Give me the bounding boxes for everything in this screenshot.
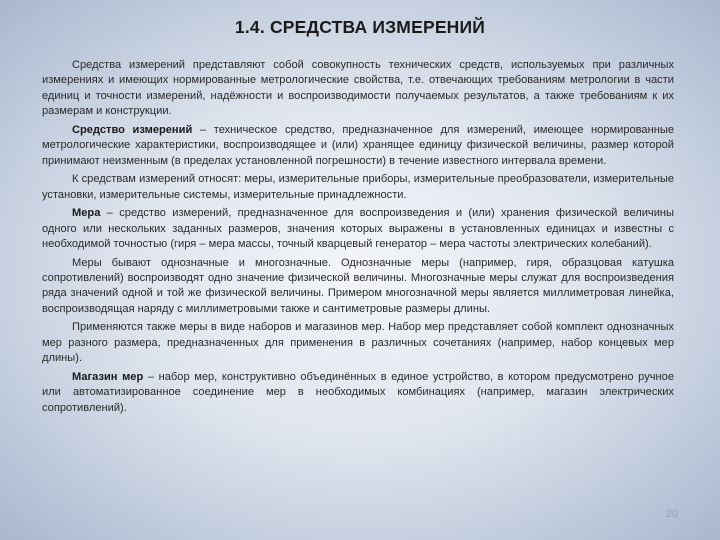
paragraph	[42, 58, 674, 120]
paragraph	[42, 370, 674, 416]
paragraph	[42, 172, 674, 203]
paragraph-text: Меры бывают однозначные и многозначные. Однозначные меры (например, гиря, образцовая катушка сопротивлений) воспроизводят одно значение физической величины. Многозначные меры служат для воспроизведения ряда значений одной и той же физической величины. Примером многозначной меры является миллиметровая линейка, воспроизводящая наряду с миллиметровыми также и сантиметровые размеры длины.	[42, 256, 674, 315]
paragraph-text: Средства измерений представляют собой совокупность технических средств, используемых при различных измерениях и имеющих нормированные метрологические свойства, т.е. отвечающих требованиям метрологии в части единиц и точности измерений, надёжности и воспроизводимости получаемых результатов, а также требованиям к их размерам и конструкции.	[42, 59, 674, 118]
term-measuring-instrument: Средство измерений	[72, 123, 193, 136]
slide-title: 1.4. СРЕДСТВА ИЗМЕРЕНИЙ	[234, 17, 486, 37]
slide-body	[42, 58, 674, 419]
paragraph-text: К средствам измерений относят: меры, измерительные приборы, измерительные преобразователи, измерительные установки, измерительные системы, измерительные принадлежности.	[42, 173, 674, 201]
term-measure-store: Магазин мер	[72, 370, 144, 383]
paragraph	[42, 256, 674, 318]
page-number: 20	[665, 508, 678, 520]
paragraph-text: Применяются также меры в виде наборов и магазинов мер. Набор мер представляет собой комплект однозначных мер разного размера, предназначенных для применения в различных сочетаниях (например, набор концевых мер длины).	[42, 321, 674, 365]
paragraph	[42, 206, 674, 252]
paragraph-text: – средство измерений, предназначенное для воспроизведения и (или) хранения физической величины одного или нескольких заданных размеров, значения которых выражены в установленных единицах и известны с необходимой точностью (гиря – мера массы, точный кварцевый генератор – мера частоты электрических колебаний).	[42, 207, 674, 251]
paragraph-text: – техническое средство, предназначенное для измерений, имеющее нормированные метрологические характеристики, воспроизводящее и (или) хранящее единицу физической величины, размер которой принимают неизменным (в пределах установленной погрешности) в течение известного интервала времени.	[42, 123, 674, 167]
paragraph-text: – набор мер, конструктивно объединённых в единое устройство, в котором предусмотрено ручное или автоматизированное соединение мер в необходимых комбинациях (например, магазин электрических сопротивлений).	[42, 370, 675, 414]
paragraph	[42, 320, 674, 366]
paragraph	[42, 123, 674, 169]
term-measure: Мера	[72, 207, 101, 220]
